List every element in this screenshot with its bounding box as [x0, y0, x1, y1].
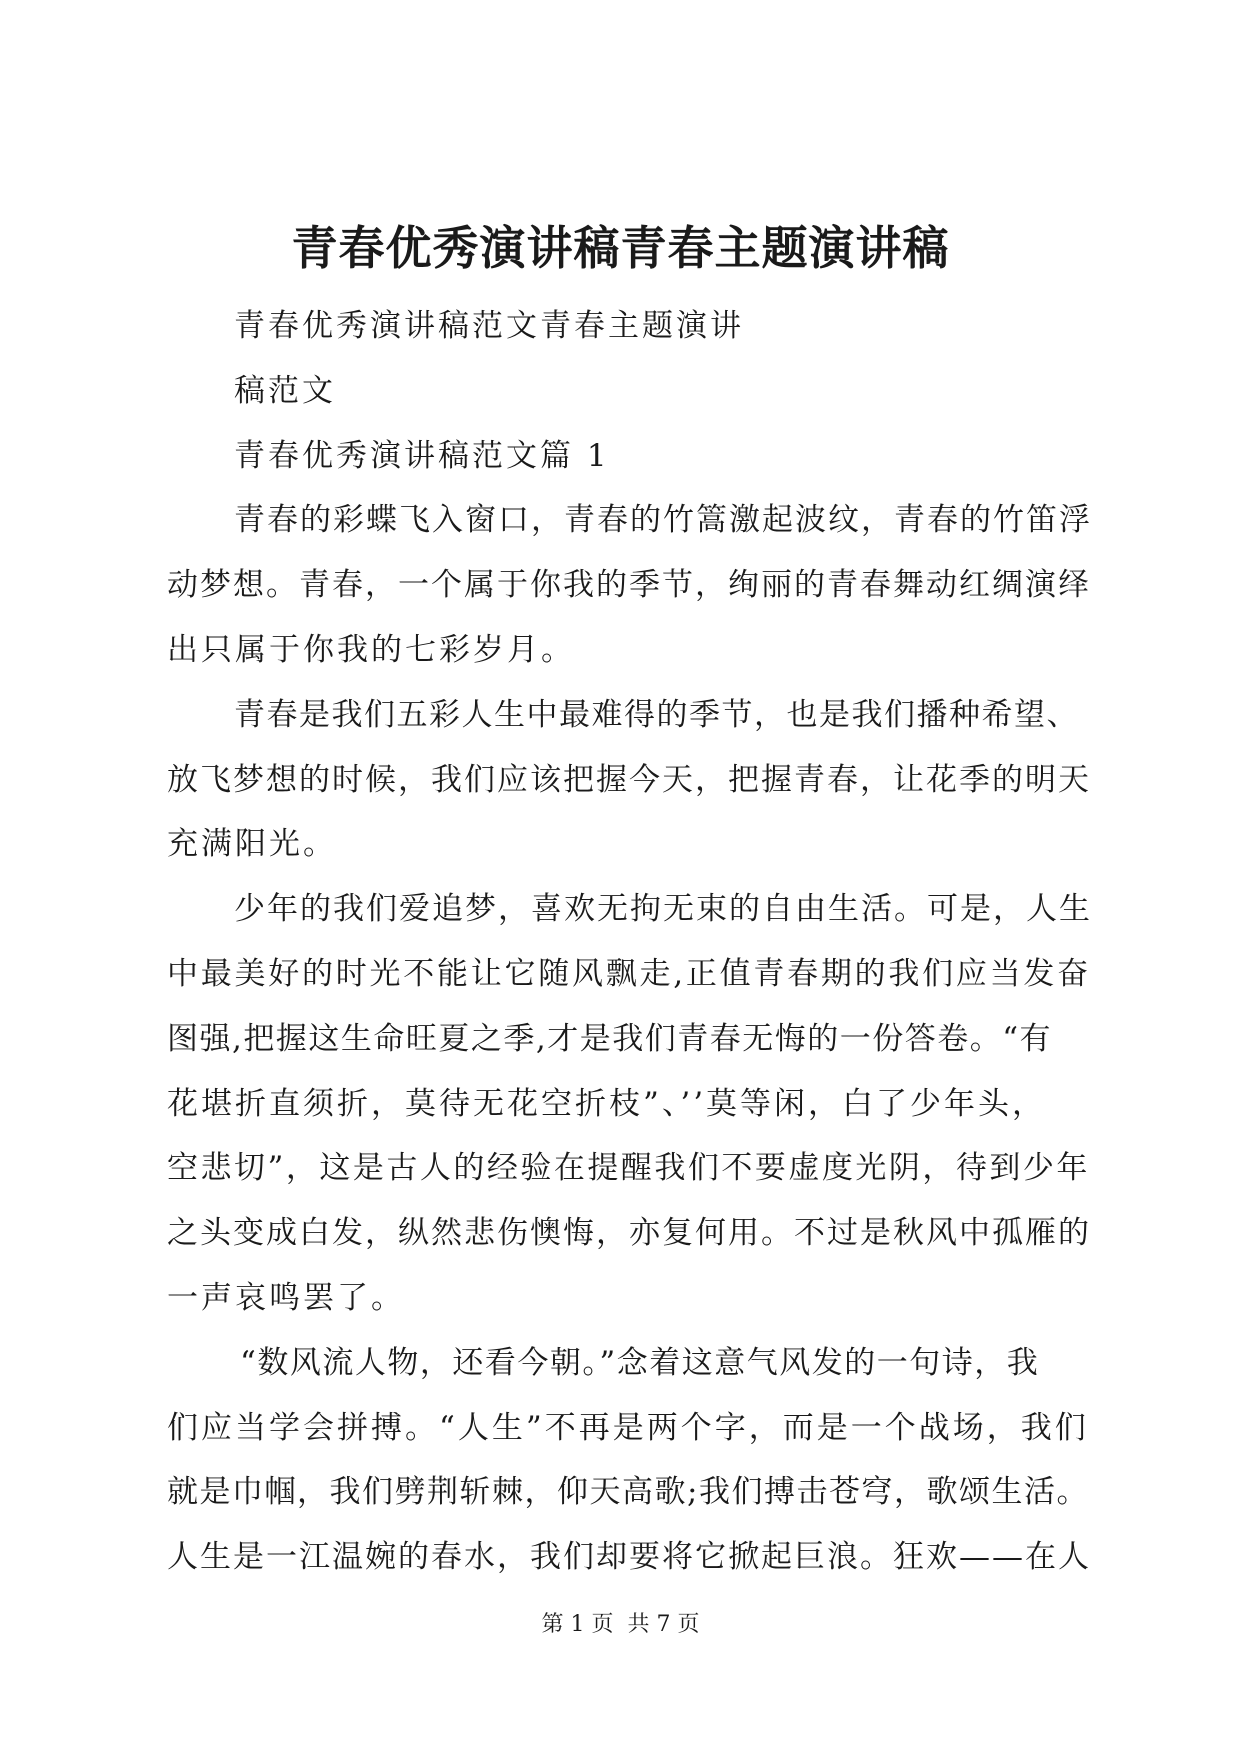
- paragraph-2-line-2: 放飞梦想的时候，我们应该把握今天，把握青春，让花季的明天: [167, 761, 1091, 798]
- paragraph-3-line-6: 之头变成白发，纵然悲伤懊悔，亦复何用。不过是秋风中孤雁的: [167, 1215, 1091, 1252]
- paragraph-1-line-2: 动梦想。青春，一个属于你我的季节，绚丽的青春舞动红绸演绎: [167, 567, 1091, 604]
- paragraph-4-line-2: 们应当学会拼搏。“人生”不再是两个字，而是一个战场，我们: [167, 1409, 1089, 1446]
- paragraph-4-line-1: “数风流人物，还看今朝。”念着这意气风发的一句诗，我: [240, 1344, 1040, 1381]
- section-heading: 青春优秀演讲稿范文篇 1: [234, 437, 610, 474]
- paragraph-3-line-4: 花堪折直须折，莫待无花空折枝”、’’莫等闲，白了少年头，: [167, 1085, 1047, 1122]
- paragraph-2-line-3: 充满阳光。: [167, 826, 337, 863]
- paragraph-1-line-1: 青春的彩蝶飞入窗口，青春的竹篙激起波纹，青春的竹笛浮: [234, 502, 1092, 539]
- subtitle-line-1: 青春优秀演讲稿范文青春主题演讲: [234, 308, 744, 344]
- page-count: 共 7 页: [627, 1612, 700, 1637]
- paragraph-1-line-3: 出只属于你我的七彩岁月。: [167, 631, 575, 668]
- paragraph-3-line-2: 中最美好的时光不能让它随风飘走,正值青春期的我们应当发奋: [167, 955, 1091, 992]
- paragraph-4-line-3: 就是巾帼，我们劈荆斩棘，仰天高歌;我们搏击苍穹，歌颂生活。: [167, 1474, 1089, 1511]
- document-body: [167, 294, 1095, 1590]
- paragraph-3-line-3: 图强,把握这生命旺夏之季,才是我们青春无悔的一份答卷。“有: [167, 1020, 1053, 1057]
- paragraph-3-line-7: 一声哀鸣罢了。: [167, 1279, 405, 1316]
- paragraph-3-line-1: 少年的我们爱追梦，喜欢无拘无束的自由生活。可是，人生: [234, 891, 1092, 928]
- paragraph-2-line-1: 青春是我们五彩人生中最难得的季节，也是我们播种希望、: [234, 696, 1079, 733]
- page-number: 第 1 页: [541, 1612, 614, 1637]
- paragraph-3-line-5: 空悲切”，这是古人的经验在提醒我们不要虚度光阴，待到少年: [167, 1150, 1090, 1187]
- subtitle-line-2: 稿范文: [234, 372, 336, 409]
- page-footer: [0, 1610, 1241, 1640]
- paragraph-4-line-4: 人生是一江温婉的春水，我们却要将它掀起巨浪。狂欢——在人: [167, 1539, 1091, 1576]
- document-title: 青春优秀演讲稿青春主题演讲稿: [291, 221, 950, 275]
